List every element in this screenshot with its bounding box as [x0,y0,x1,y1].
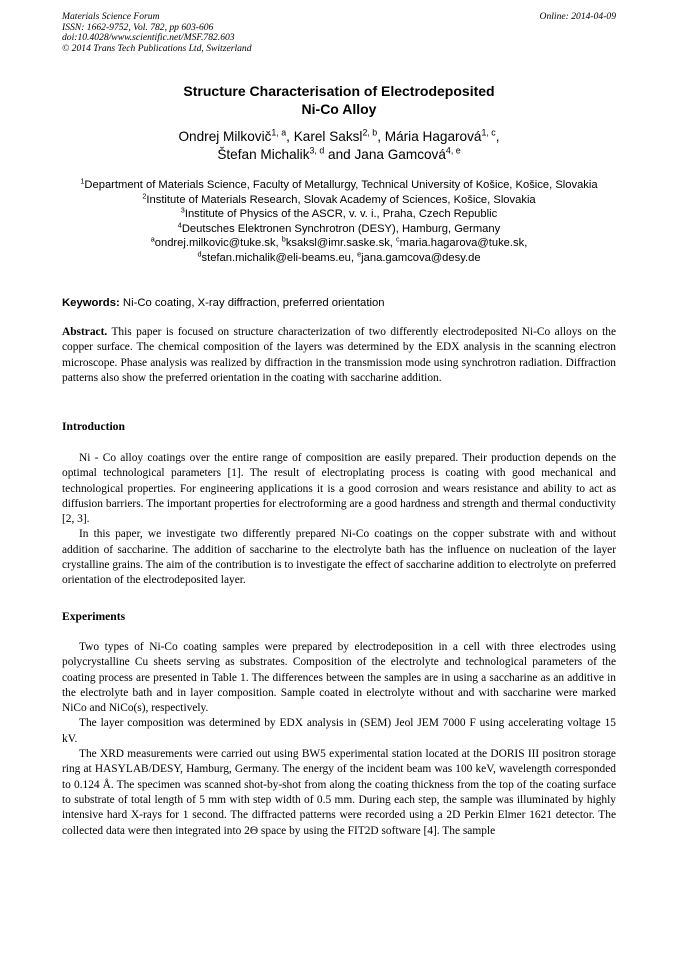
author-sup: 3, d [309,144,325,155]
affiliation-2 [62,190,616,208]
keywords-label: Keywords: [62,297,120,309]
author-sep: and [324,146,355,162]
email-address[interactable]: ksaksl@imr.saske.sk, [285,237,397,250]
keywords-text: Ni-Co coating, X-ray diffraction, preferred orientation [119,297,385,309]
keywords [62,296,616,310]
affiliation-3 [62,207,616,222]
experiments-body [62,640,616,839]
introduction-body [62,451,616,589]
author-name: Štefan Michalik [217,146,310,162]
email-address[interactable]: jana.gamcova@desy.de [361,251,481,264]
affiliation-text: Institute of Materials Research, Slovak Academy of Sciences, Košice, Slovakia [146,193,536,206]
author-list [62,128,616,163]
author-sup: 4, e [445,144,461,155]
author-name: Karel Saksl [293,129,363,144]
affiliation-sup: 3 [180,205,185,215]
affiliation-text: Institute of Physics of the ASCR, v. v. i., Praha, Czech Republic [184,208,498,221]
paragraph: The layer composition was determined by EDX analysis in (SEM) Jeol JEM 7000 F using accelerating voltage 15 kV. [62,717,616,745]
email-sup: b [281,234,286,244]
affiliation-4 [62,222,616,237]
author-name: Jana Gamcová [354,146,446,162]
email-sup: c [396,234,400,244]
email-address[interactable]: maria.hagarova@tuke.sk, [399,237,528,250]
affiliation-sup: 2 [142,190,147,200]
title-line-1: Structure Characterisation of Electrodeposited [183,83,495,99]
online-date: Online: 2014-04-09 [539,11,616,22]
email-address[interactable]: ondrej.milkovic@tuke.sk, [154,237,282,250]
paragraph: Ni - Co alloy coatings over the entire range of composition are easily prepared. Their production depends on the optimal technological parameters [1]. The result of electroplating process is coating with good mechanical and technological properties. For engineering applications it is a good corrosion and wears resistance and ability to act as diffusion barriers. The important properties for electroforming are a good hardness and strength and thermal conductivity [2, 3]. [62,452,616,526]
journal-header [62,12,252,54]
abstract-text: This paper is focused on structure characterization of two differently electrodeposited Ni-Co alloys on the copper surface. The chemical composition of the layers was determined by the EDX analysis in the scanning electron microscope. Phase analysis was realized by diffraction in the transmission mode using synchrotron radiation. Diffraction patterns also show the preferred orientation in the coating with saccharine addition. [62,326,616,384]
author-name: Mária Hagarová [384,129,482,144]
title-line-2: Ni-Co Alloy [301,101,377,117]
author-sep: , [286,129,294,144]
author-name: Ondrej Milkovič [178,129,272,144]
paragraph: Two types of Ni-Co coating samples were prepared by electrodeposition in a cell with three electrodes using polycrystalline Cu sheets serving as substrates. Composition of the electrolyte and technological parameters of the coating process are presented in Table 1. The differences between the samples are in using a saccharine as an additive in the electrolyte bath and in layer composition. Sample coated in electrolyte without and with saccharine were marked NiCo and NiCo(s), respectively. [62,641,616,715]
author-sep: , [495,129,500,144]
author-sep: , [377,129,385,144]
copyright: © 2014 Trans Tech Publications Ltd, Switzerland [62,42,252,54]
author-sup: 1, a [271,127,287,138]
paper-title [62,82,616,118]
journal-name: Materials Science Forum [62,11,160,22]
section-heading-introduction: Introduction [62,420,125,433]
affiliation-sup: 4 [177,220,182,230]
email-sup: a [150,234,155,244]
email-address[interactable]: stefan.michalik@eli-beams.eu, [201,251,358,264]
author-line-1 [62,128,616,146]
affiliations [62,178,616,266]
paragraph: The XRD measurements were carried out using BW5 experimental station located at the DORIS III positron storage ring at HASYLAB/DESY, Hamburg, Germany. The energy of the incident beam was 100 keV, wavelength corresponded to 0.124 Å. The specimen was scanned shot-by-shot from along the coating thickness from the top of the coating surface to substrate of total length of 5 mm with step width of 0.5 mm. During each step, the sample was illuminated by highly intensive hard X-rays for 1 second. The diffracted patterns were recorded using a 2D Perkin Elmer 1621 detector. The collected data were then integrated into 2Θ space by using the FIT2D software [4]. The sample [62,748,616,837]
paragraph: In this paper, we investigate two differently prepared Ni-Co coatings on the copper substrate with and without addition of saccharine. The addition of saccharine to the electrolyte bath has the influence on nucleation of the layer crystalline grains. The aim of the contribution is to investigate the effect of saccharine addition to electrolyte on preferred orientation of the electrodeposited layer. [62,528,616,587]
abstract-label: Abstract. [62,326,108,338]
doi: doi:10.4028/www.scientific.net/MSF.782.603 [62,32,235,44]
author-sup: 1, c [481,127,496,138]
affiliation-text: Department of Materials Science, Faculty of Metallurgy, Technical University of Košice, Košice, Slovakia [84,179,598,191]
affiliation-sup: 1 [80,176,85,186]
email-sup: d [197,249,202,259]
email-line-2 [62,251,616,266]
issn: ISSN: 1662-9752, Vol. 782, pp 603-606 [62,21,214,33]
author-sup: 2, b [362,127,378,138]
email-line-1 [62,236,616,251]
author-line-2 [62,146,616,164]
affiliation-text: Deutsches Elektronen Synchrotron (DESY), Hamburg, Germany [181,222,501,235]
section-heading-experiments: Experiments [62,610,126,623]
abstract [62,325,616,386]
email-sup: e [357,249,362,259]
